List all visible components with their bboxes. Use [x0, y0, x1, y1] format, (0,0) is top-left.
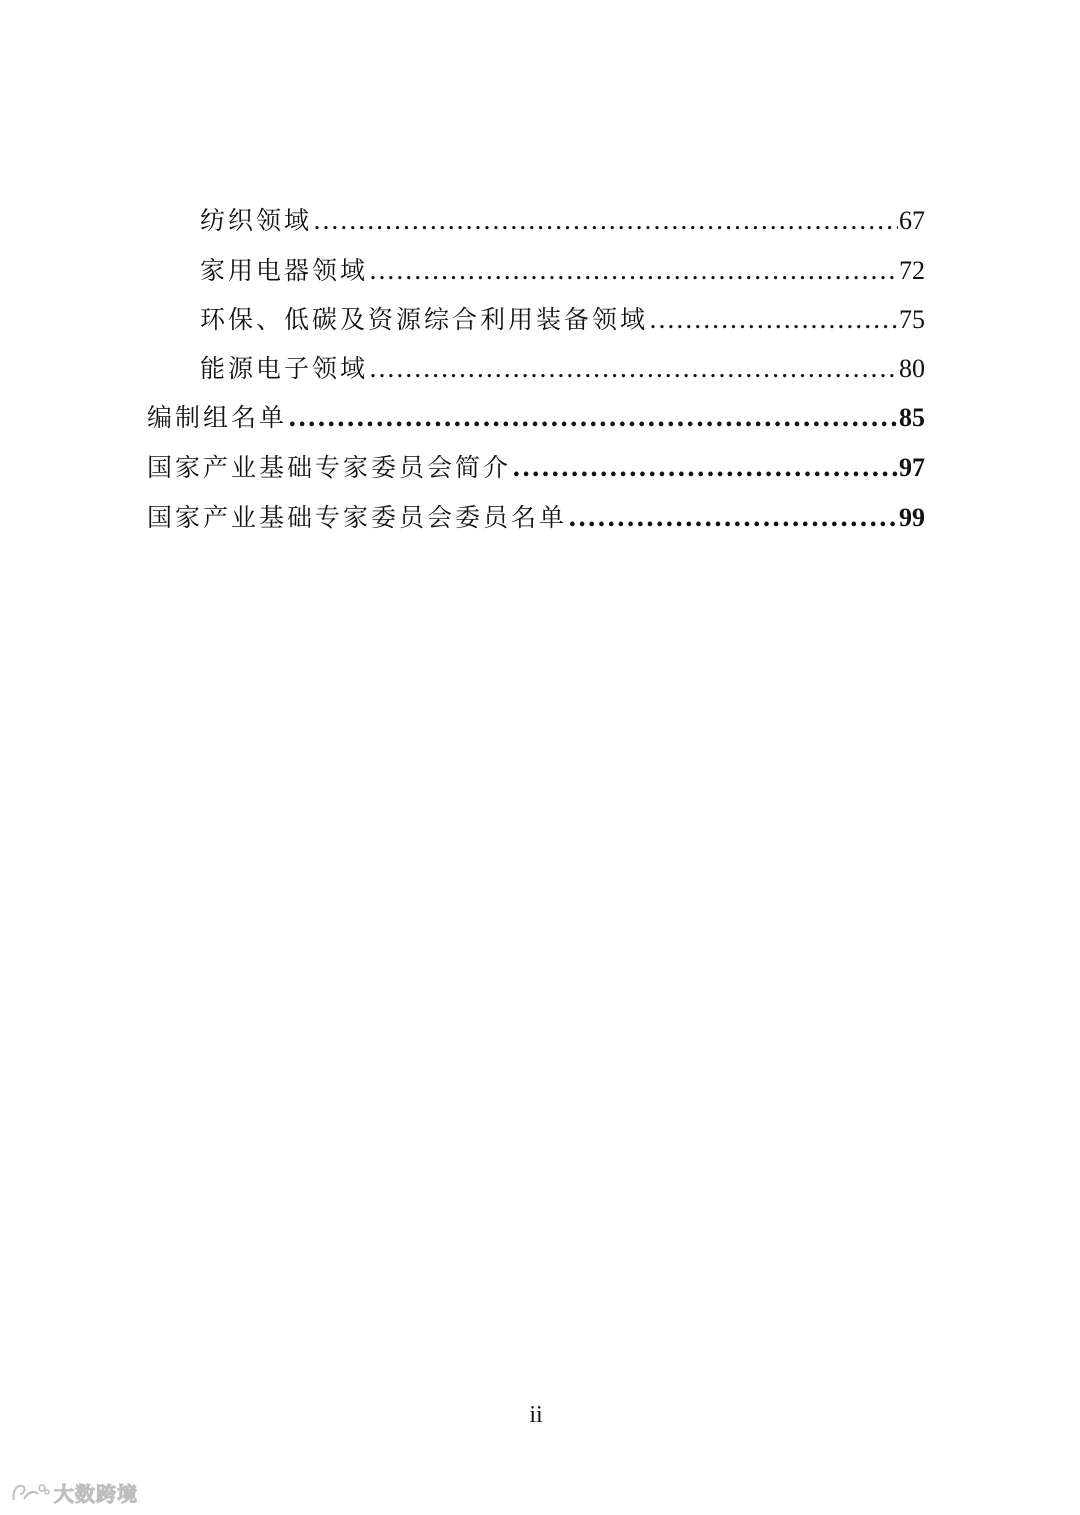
toc-entry-page: 85 [899, 403, 925, 432]
toc-entry-title: 国家产业基础专家委员会委员名单 [147, 503, 568, 532]
toc-entry-page: 99 [899, 503, 925, 532]
watermark [10, 1478, 138, 1507]
toc-entry-title: 国家产业基础专家委员会简介 [147, 453, 512, 482]
toc-entry-title: 家用电器领域 [200, 256, 369, 285]
toc-entry[interactable] [147, 451, 925, 485]
watermark-text: 大数跨境 [54, 1482, 138, 1506]
toc-leader-dots [313, 204, 898, 238]
toc-entry-title: 能源电子领域 [200, 354, 369, 383]
toc-entry-page: 67 [899, 206, 925, 235]
toc-leader-dots [288, 401, 898, 435]
toc-leader-dots [369, 352, 898, 386]
toc-entry-page: 80 [899, 354, 925, 383]
page-number: ii [529, 1402, 543, 1428]
toc-entry[interactable] [200, 303, 925, 337]
toc-entry[interactable] [147, 501, 925, 535]
brand-logo-icon [10, 1482, 50, 1504]
toc-entry[interactable] [147, 401, 925, 435]
toc-entry-title: 环保、低碳及资源综合利用装备领域 [200, 305, 649, 334]
toc-entry-page: 97 [899, 453, 925, 482]
toc-entry-page: 75 [899, 305, 925, 334]
toc-leader-dots [369, 254, 898, 288]
toc-entry[interactable] [200, 352, 925, 386]
toc-entry[interactable] [200, 204, 925, 238]
toc-entry-page: 72 [899, 256, 925, 285]
toc-leader-dots [512, 451, 898, 485]
toc-entry-title: 编制组名单 [147, 403, 288, 432]
toc-leader-dots [568, 501, 898, 535]
toc-leader-dots [649, 303, 898, 337]
toc-entry-title: 纺织领域 [200, 206, 313, 235]
toc-entry[interactable] [200, 254, 925, 288]
